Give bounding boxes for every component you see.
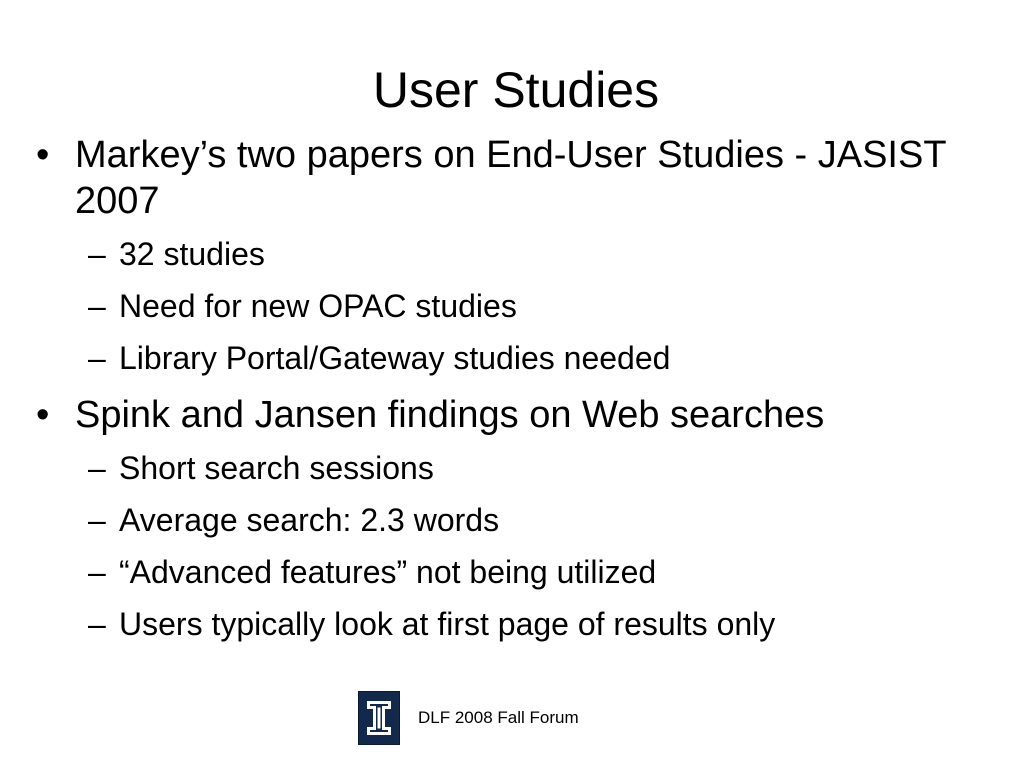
slide-title: User Studies — [372, 62, 660, 118]
sub-bullet-mark: – — [88, 502, 106, 538]
slide-footer — [358, 690, 579, 746]
bullet-text: Spink and Jansen findings on Web searches — [75, 394, 825, 436]
sub-bullet-mark: – — [88, 288, 106, 324]
slide-content — [36, 132, 996, 644]
sub-bullet-mark: – — [88, 554, 106, 590]
block-i-glyph — [364, 698, 394, 738]
block-i-logo-icon — [358, 691, 400, 745]
footer-text: DLF 2008 Fall Forum — [418, 708, 579, 727]
sub-bullet-text: Need for new OPAC studies — [119, 288, 517, 324]
bullet-mark: • — [36, 394, 50, 436]
bullet-text: Markey’s two papers on End-User Studies - JASIST 2007 — [75, 134, 946, 222]
sub-bullet-item — [36, 604, 996, 644]
sub-bullet-item — [36, 286, 996, 326]
sub-bullet-text: Average search: 2.3 words — [119, 502, 500, 538]
sub-bullet-item — [36, 552, 996, 592]
bullet-mark: • — [36, 134, 50, 176]
sub-bullet-mark: – — [88, 450, 106, 486]
sub-bullet-item — [36, 234, 996, 274]
sub-bullet-text: Short search sessions — [119, 450, 434, 486]
sub-bullet-item — [36, 500, 996, 540]
sub-bullet-text: “Advanced features” not being utilized — [119, 554, 657, 590]
sub-bullet-text: Library Portal/Gateway studies needed — [119, 340, 671, 376]
sub-bullet-mark: – — [88, 340, 106, 376]
sub-bullet-mark: – — [88, 606, 106, 642]
bullet-item — [36, 392, 996, 438]
sub-bullet-text: Users typically look at first page of results only — [119, 606, 776, 642]
sub-bullet-item — [36, 338, 996, 378]
sub-bullet-text: 32 studies — [119, 236, 265, 272]
bullet-item — [36, 132, 996, 224]
sub-bullet-mark: – — [88, 236, 106, 272]
sub-bullet-item — [36, 448, 996, 488]
